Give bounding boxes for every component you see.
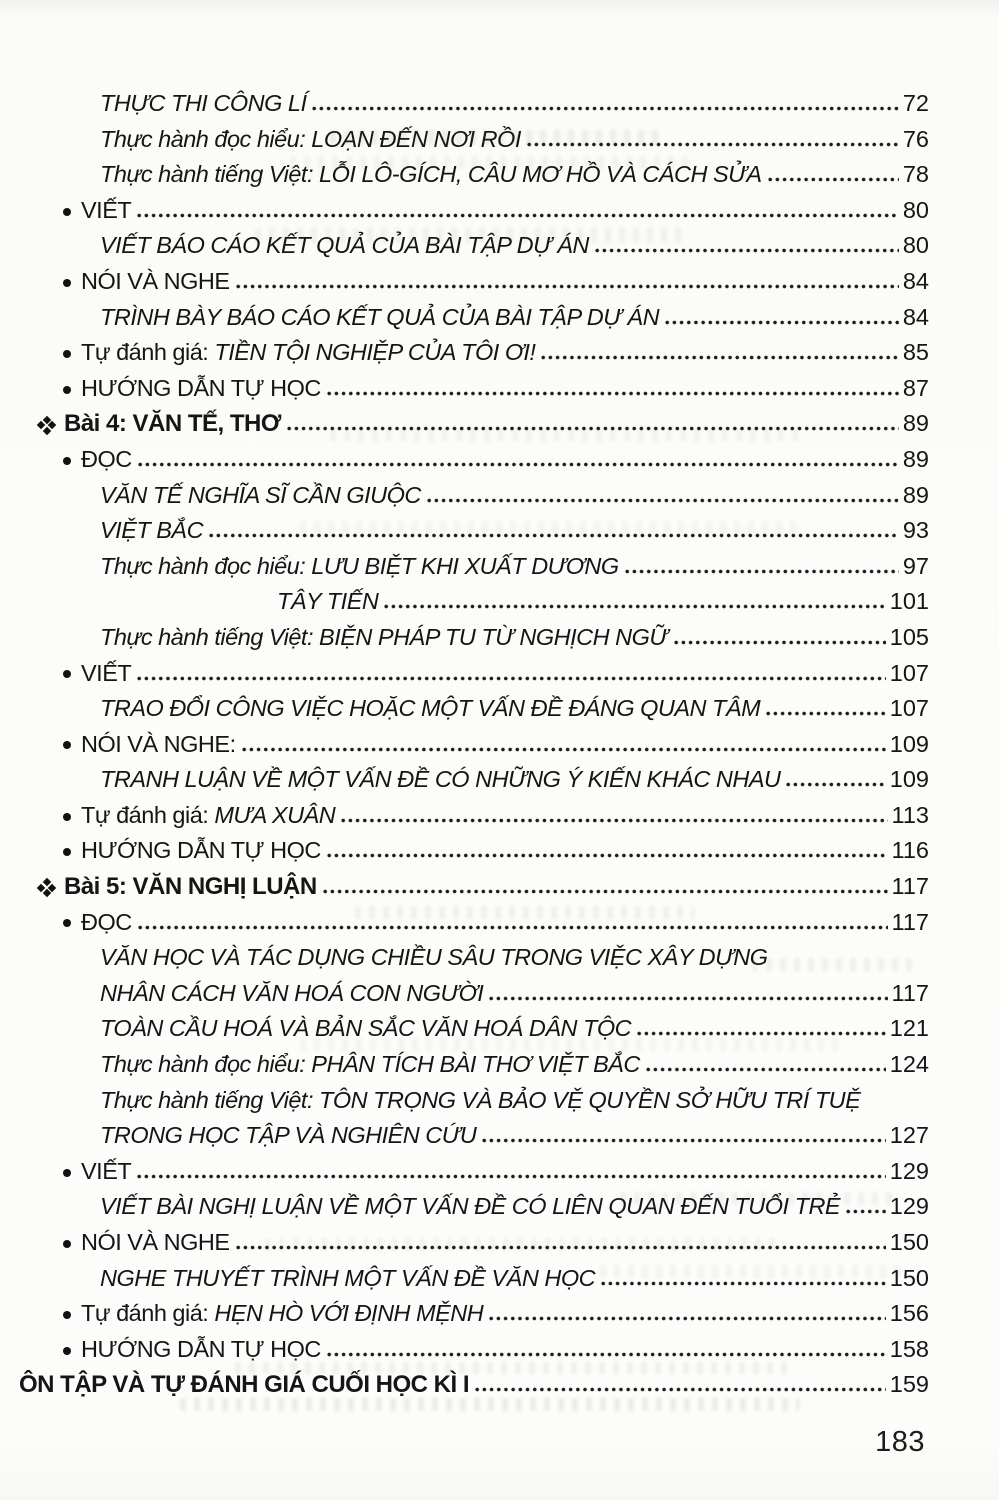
- entry-title: [81, 371, 321, 407]
- entry-title-segment: NGHE THUYẾT TRÌNH MỘT VẤN ĐỀ VĂN HỌC: [100, 1264, 596, 1291]
- bullet-icon: [63, 1311, 71, 1319]
- entry-page-number: 93: [902, 517, 929, 544]
- entry-title: [81, 335, 535, 371]
- dotted-leader: [209, 533, 899, 538]
- toc-entry: [0, 193, 999, 229]
- dotted-leader: [236, 284, 899, 289]
- entry-page-number: 84: [902, 303, 929, 330]
- entry-title: [100, 228, 589, 264]
- dotted-leader: [595, 248, 899, 253]
- entry-title: [100, 513, 203, 549]
- entry-title: [81, 656, 131, 692]
- entry-page-number: 129: [889, 1157, 929, 1184]
- bullet-icon: [63, 279, 71, 287]
- toc-entry: [0, 905, 999, 941]
- dotted-leader: [138, 925, 888, 930]
- entry-title-segment: VIẾT BÁO CÁO KẾT QUẢ CỦA BÀI TẬP DỰ ÁN: [100, 232, 589, 259]
- entry-title: [100, 478, 421, 514]
- toc-entry: [0, 976, 999, 1012]
- entry-title: [277, 584, 378, 620]
- dotted-leader: [427, 498, 899, 503]
- toc-entry: [0, 1261, 999, 1297]
- dotted-leader: [786, 782, 885, 787]
- toc-entry: [0, 300, 999, 336]
- bullet-icon: [63, 1240, 71, 1248]
- toc-entry: [0, 335, 999, 371]
- entry-page-number: 159: [889, 1371, 929, 1398]
- entry-page-number: 76: [902, 125, 929, 152]
- entry-title-segment: TOÀN CẦU HOÁ VÀ BẢN SẮC VĂN HOÁ DÂN TỘC: [100, 1015, 632, 1042]
- entry-title-segment: Tự đánh giá:: [81, 1300, 215, 1327]
- dotted-leader: [766, 711, 886, 716]
- toc-entry: [0, 1011, 999, 1047]
- dotted-leader: [236, 1245, 886, 1250]
- bullet-icon: [63, 813, 71, 821]
- entry-title-segment: TRONG HỌC TẬP VÀ NGHIÊN CỨU: [100, 1122, 477, 1149]
- entry-page-number: 158: [889, 1335, 929, 1362]
- bullet-icon: [63, 386, 71, 394]
- entry-page-number: 117: [891, 873, 929, 900]
- entry-page-number: 117: [891, 908, 929, 935]
- bullet-icon: [63, 919, 71, 927]
- entry-page-number: 113: [891, 801, 929, 828]
- entry-title: [81, 727, 236, 763]
- toc-entry: [0, 833, 999, 869]
- dotted-leader: [489, 1316, 886, 1321]
- entry-title: [100, 691, 760, 727]
- entry-title-segment: HƯỚNG DẪN TỰ HỌC: [81, 1335, 321, 1362]
- entry-title-segment: TIỀN TỘI NGHIỆP CỦA TÔI ƠI!: [214, 339, 536, 366]
- dotted-leader: [482, 1138, 885, 1143]
- toc-entry: [0, 371, 999, 407]
- entry-page-number: 121: [889, 1015, 929, 1042]
- entry-title: [100, 1118, 476, 1154]
- entry-title-segment: NÓI VÀ NGHE:: [81, 730, 236, 757]
- toc-entry: [0, 1332, 999, 1368]
- entry-title: [100, 940, 767, 976]
- toc-entry: [0, 442, 999, 478]
- dotted-leader: [242, 747, 886, 752]
- entry-title: [100, 157, 762, 193]
- dotted-leader: [625, 569, 899, 574]
- toc-entry: [0, 1296, 999, 1332]
- toc-entry: [0, 406, 999, 442]
- bullet-icon: [63, 670, 71, 678]
- entry-title: [100, 762, 780, 798]
- entry-page-number: 150: [889, 1264, 929, 1291]
- bullet-icon: [63, 1169, 71, 1177]
- entry-title: [81, 833, 321, 869]
- dotted-leader: [323, 889, 888, 894]
- dotted-leader: [674, 640, 886, 645]
- entry-title: [81, 905, 132, 941]
- dotted-leader: [489, 996, 887, 1001]
- diamond-icon: [38, 417, 55, 434]
- entry-title: [100, 122, 521, 158]
- entry-title-segment: ĐỌC: [81, 445, 132, 472]
- toc-entry: [0, 1047, 999, 1083]
- toc-entry: [0, 228, 999, 264]
- entry-title-segment: VIẾT: [81, 196, 132, 223]
- dotted-leader: [646, 1067, 886, 1072]
- entry-title: [81, 264, 230, 300]
- bullet-icon: [63, 350, 71, 358]
- entry-title: [64, 869, 317, 905]
- entry-page-number: 127: [889, 1122, 929, 1149]
- entry-title: [100, 976, 483, 1012]
- dotted-leader: [312, 106, 898, 111]
- dotted-leader: [475, 1387, 886, 1392]
- entry-page-number: 129: [889, 1193, 929, 1220]
- entry-title: [81, 798, 335, 834]
- dotted-leader: [637, 1031, 886, 1036]
- entry-title-segment: HƯỚNG DẪN TỰ HỌC: [81, 837, 321, 864]
- entry-title-segment: ĐỌC: [81, 908, 132, 935]
- toc-entry: [0, 264, 999, 300]
- entry-title-segment: THỰC THI CÔNG LÍ: [100, 90, 307, 116]
- entry-page-number: 101: [889, 588, 929, 615]
- dotted-leader: [327, 853, 888, 858]
- entry-title-segment: Thực hành đọc hiểu: LOẠN ĐẾN NƠI RỒI: [100, 125, 521, 152]
- entry-title-segment: NHÂN CÁCH VĂN HOÁ CON NGƯỜI: [100, 979, 484, 1006]
- toc-entry: [0, 1154, 999, 1190]
- entry-page-number: 85: [902, 339, 929, 366]
- entry-page-number: 89: [902, 445, 929, 472]
- entry-title-segment: TRANH LUẬN VỀ MỘT VẤN ĐỀ CÓ NHỮNG Ý KIẾN KHÁC NHAU: [100, 766, 781, 793]
- diamond-icon: [38, 879, 55, 896]
- entry-page-number: 150: [889, 1229, 929, 1255]
- entry-title-segment: TRAO ĐỔI CÔNG VIỆC HOẶC MỘT VẤN ĐỀ ĐÁNG QUAN TÂM: [100, 695, 761, 722]
- entry-title: [100, 300, 659, 336]
- entry-title-segment: VIẾT: [81, 659, 132, 686]
- entry-title: [100, 1083, 860, 1119]
- toc-entry: [0, 584, 999, 620]
- entry-title: [100, 1261, 595, 1297]
- bullet-icon: [63, 848, 71, 856]
- page-footer-number: 183: [875, 1426, 925, 1458]
- toc-entry: [0, 798, 999, 834]
- entry-title-segment: Thực hành tiếng Việt: TÔN TRỌNG VÀ BẢO VỆ QUYỀN SỞ HỮU TRÍ TUỆ: [100, 1086, 861, 1113]
- entry-page-number: 116: [891, 837, 929, 864]
- entry-title-segment: Thực hành đọc hiểu: PHÂN TÍCH BÀI THƠ VIỆT BẮC: [100, 1051, 640, 1078]
- entry-page-number: 109: [889, 766, 929, 793]
- toc-entry: [0, 1118, 999, 1154]
- entry-title-segment: NÓI VÀ NGHE: [81, 267, 230, 294]
- entry-title: [81, 442, 132, 478]
- toc-entry: [0, 727, 999, 763]
- entry-page-number: 117: [891, 979, 929, 1006]
- entry-page-number: 89: [902, 410, 929, 437]
- entry-title-segment: TÂY TIẾN: [277, 588, 379, 615]
- entry-title-segment: VIỆT BẮC: [100, 517, 204, 544]
- entry-title: [81, 1296, 483, 1332]
- toc-entry: [0, 762, 999, 798]
- entry-title: [100, 1047, 640, 1083]
- entry-title: [81, 1154, 131, 1190]
- dotted-leader: [137, 676, 886, 681]
- entry-title: [100, 549, 619, 585]
- entry-title-segment: TRÌNH BÀY BÁO CÁO KẾT QUẢ CỦA BÀI TẬP DỰ ÁN: [100, 303, 660, 330]
- entry-title-segment: VĂN HỌC VÀ TÁC DỤNG CHIỀU SÂU TRONG VIỆC XÂY DỰNG: [100, 944, 768, 971]
- entry-page-number: 80: [902, 232, 929, 259]
- entry-title: [81, 1225, 230, 1261]
- toc-entry: [0, 513, 999, 549]
- dotted-leader: [768, 177, 899, 182]
- toc-entry: [0, 86, 999, 122]
- entry-title-segment: Thực hành tiếng Việt: BIỆN PHÁP TU TỪ NGHỊCH NGỮ: [100, 623, 668, 650]
- dotted-leader: [665, 320, 899, 325]
- entry-page-number: 72: [902, 90, 929, 116]
- entry-title-segment: Thực hành đọc hiểu: LƯU BIỆT KHI XUẤT DƯƠNG: [100, 552, 619, 579]
- toc-entry: [0, 620, 999, 656]
- bullet-icon: [63, 1347, 71, 1355]
- dotted-leader: [341, 818, 887, 823]
- dotted-leader: [138, 462, 899, 467]
- toc-entry: [0, 940, 999, 976]
- entry-title-segment: HẸN HÒ VỚI ĐỊNH MỆNH: [214, 1300, 484, 1327]
- dotted-leader: [846, 1209, 886, 1214]
- dotted-leader: [327, 391, 899, 396]
- toc-entry: [0, 478, 999, 514]
- toc-entry: [0, 656, 999, 692]
- entry-title: [100, 620, 668, 656]
- entry-page-number: 105: [889, 623, 929, 650]
- dotted-leader: [137, 1174, 886, 1179]
- entry-page-number: 107: [889, 695, 929, 722]
- entry-title-segment: MƯA XUÂN: [214, 801, 336, 828]
- dotted-leader: [287, 426, 899, 431]
- entry-title-segment: Bài 5: VĂN NGHỊ LUẬN: [64, 873, 317, 901]
- entry-title-segment: Thực hành tiếng Việt: LỖI LÔ-GÍCH, CÂU MƠ HỒ VÀ CÁCH SỬA: [100, 161, 762, 188]
- entry-page-number: 124: [889, 1051, 929, 1078]
- toc-entry: [0, 691, 999, 727]
- entry-page-number: 78: [902, 161, 929, 188]
- entry-title-segment: NÓI VÀ NGHE: [81, 1229, 230, 1255]
- entry-page-number: 156: [889, 1300, 929, 1327]
- dotted-leader: [384, 604, 885, 609]
- toc-entry: [0, 549, 999, 585]
- bullet-icon: [63, 208, 71, 216]
- entry-title-segment: ÔN TẬP VÀ TỰ ĐÁNH GIÁ CUỐI HỌC KÌ I: [19, 1371, 469, 1399]
- toc-entry: [0, 157, 999, 193]
- toc-entry: [0, 1225, 999, 1261]
- entry-title-segment: VĂN TẾ NGHĨA SĨ CẦN GIUỘC: [100, 481, 421, 508]
- entry-title-segment: Tự đánh giá:: [81, 339, 215, 366]
- entry-title: [100, 1011, 631, 1047]
- dotted-leader: [527, 142, 899, 147]
- entry-title: [19, 1367, 469, 1403]
- entry-page-number: 84: [902, 267, 929, 294]
- bullet-icon: [63, 457, 71, 465]
- entry-title-segment: Bài 4: VĂN TẾ, THƠ: [64, 410, 281, 438]
- toc-entry: [0, 869, 999, 905]
- toc-entry: [0, 122, 999, 158]
- bullet-icon: [63, 741, 71, 749]
- entry-title-segment: Tự đánh giá:: [81, 801, 215, 828]
- entry-title: [64, 406, 281, 442]
- entry-title: [81, 1332, 321, 1368]
- entry-title: [100, 86, 306, 122]
- entry-title-segment: VIẾT BÀI NGHỊ LUẬN VỀ MỘT VẤN ĐỀ CÓ LIÊN QUAN ĐẾN TUỔI TRẺ: [100, 1193, 841, 1220]
- entry-title: [100, 1189, 840, 1225]
- dotted-leader: [137, 213, 899, 218]
- entry-page-number: 87: [902, 374, 929, 401]
- entry-title-segment: HƯỚNG DẪN TỰ HỌC: [81, 374, 321, 401]
- entry-title-segment: VIẾT: [81, 1157, 132, 1184]
- table-of-contents: [0, 86, 999, 1403]
- entry-page-number: 107: [889, 659, 929, 686]
- entry-page-number: 109: [889, 730, 929, 757]
- dotted-leader: [601, 1281, 886, 1286]
- toc-entry: [0, 1367, 999, 1403]
- dotted-leader: [327, 1352, 886, 1357]
- dotted-leader: [541, 355, 898, 360]
- entry-page-number: 80: [902, 196, 929, 223]
- entry-title: [81, 193, 131, 229]
- toc-entry: [0, 1083, 999, 1119]
- entry-page-number: 89: [902, 481, 929, 508]
- entry-page-number: 97: [902, 552, 929, 579]
- toc-entry: [0, 1189, 999, 1225]
